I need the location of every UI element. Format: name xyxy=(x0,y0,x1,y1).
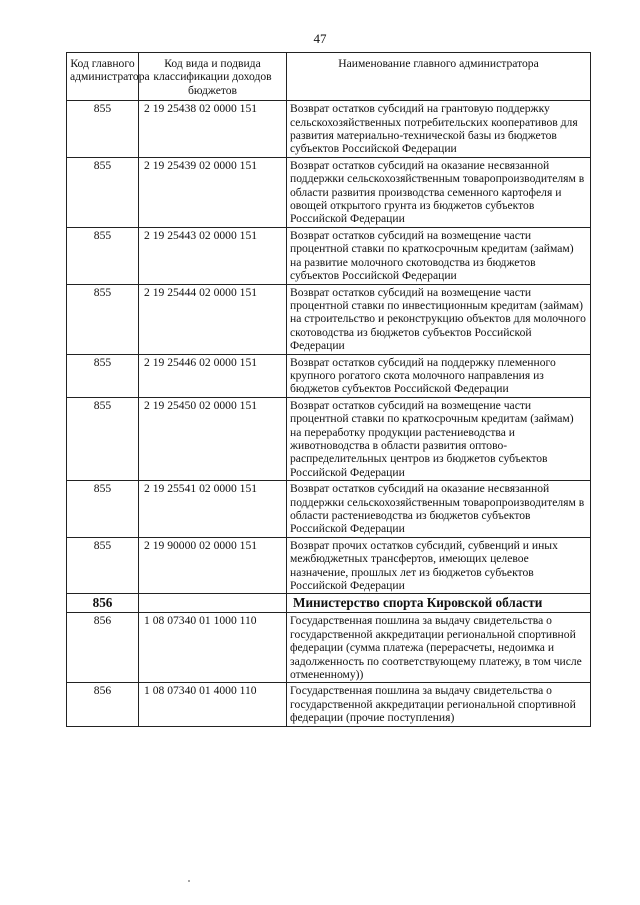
admin-code-cell: 856 xyxy=(67,683,139,726)
header-admin-code: Код главного администратора xyxy=(67,53,139,101)
admin-name-cell: Министерство спорта Кировской области xyxy=(287,594,591,613)
admin-code-cell: 855 xyxy=(67,227,139,284)
admin-code-cell: 855 xyxy=(67,481,139,538)
table-row xyxy=(67,397,591,480)
table-row xyxy=(67,284,591,354)
table-row xyxy=(67,481,591,538)
revenue-code-cell: 2 19 25446 02 0000 151 xyxy=(139,354,287,397)
revenue-code-cell: 2 19 25443 02 0000 151 xyxy=(139,227,287,284)
table-row xyxy=(67,354,591,397)
header-admin-name: Наименование главного администратора xyxy=(287,53,591,101)
admin-code-cell: 855 xyxy=(67,354,139,397)
revenue-code-cell: 2 19 25444 02 0000 151 xyxy=(139,284,287,354)
scan-speck xyxy=(188,880,190,882)
admin-code-cell: 855 xyxy=(67,157,139,227)
page-number: 47 xyxy=(313,31,327,46)
revenue-code-cell: 2 19 25450 02 0000 151 xyxy=(139,397,287,480)
admin-name-cell: Возврат остатков субсидий на грантовую поддержку сельскохозяйственных потребительских кооперативов для развития материально-технической базы из бюджетов субъектов Российской Федерации xyxy=(287,101,591,158)
revenue-code-cell: 2 19 90000 02 0000 151 xyxy=(139,537,287,594)
table-row xyxy=(67,613,591,683)
admin-name-cell: Возврат остатков субсидий на поддержку племенного крупного рогатого скота молочного направления из бюджетов субъектов Российской Федерации xyxy=(287,354,591,397)
admin-code-cell: 855 xyxy=(67,284,139,354)
admin-name-cell: Возврат остатков субсидий на возмещение части процентной ставки по краткосрочным кредитам (займам) на развитие молочного скотоводства из бюджетов субъектов Российской Федерации xyxy=(287,227,591,284)
admin-code-cell: 856 xyxy=(67,613,139,683)
section-row xyxy=(67,594,591,613)
revenue-code-cell: 2 19 25438 02 0000 151 xyxy=(139,101,287,158)
admin-code-cell: 855 xyxy=(67,397,139,480)
revenue-code-cell: 1 08 07340 01 4000 110 xyxy=(139,683,287,726)
revenue-code-cell: 2 19 25541 02 0000 151 xyxy=(139,481,287,538)
admin-code-cell: 855 xyxy=(67,537,139,594)
table-row xyxy=(67,157,591,227)
table-row xyxy=(67,101,591,158)
table-row xyxy=(67,683,591,726)
table-header-row xyxy=(67,53,591,101)
admin-name-cell: Возврат остатков субсидий на возмещение части процентной ставки по краткосрочным кредитам (займам) на переработку продукции растениеводства и животноводства в области развития оптово-распределительных центров из бюджетов субъектов Российской Федерации xyxy=(287,397,591,480)
revenue-code-cell: 1 08 07340 01 1000 110 xyxy=(139,613,287,683)
admin-name-cell: Государственная пошлина за выдачу свидетельства о государственной аккредитации региональной спортивной федерации (прочие поступления) xyxy=(287,683,591,726)
table-body xyxy=(67,101,591,726)
admin-name-cell: Возврат прочих остатков субсидий, субвенций и иных межбюджетных трансфертов, имеющих целевое назначение, прошлых лет из бюджетов субъектов Российской Федерации xyxy=(287,537,591,594)
admin-code-cell: 856 xyxy=(67,594,139,613)
revenue-code-cell: 2 19 25439 02 0000 151 xyxy=(139,157,287,227)
revenue-code-cell xyxy=(139,594,287,613)
admin-name-cell: Возврат остатков субсидий на оказание несвязанной поддержки сельскохозяйственным товаропроизводителям в области развития производства семенного картофеля и овощей открытого грунта из бюджетов субъектов Российской Федерации xyxy=(287,157,591,227)
admin-name-cell: Возврат остатков субсидий на возмещение части процентной ставки по инвестиционным кредитам (займам) на строительство и реконструкцию объектов для молочного скотоводства из бюджетов субъектов Российской Федерации xyxy=(287,284,591,354)
header-revenue-code: Код вида и подвида классификации доходов бюджетов xyxy=(139,53,287,101)
table-row xyxy=(67,537,591,594)
admin-name-cell: Государственная пошлина за выдачу свидетельства о государственной аккредитации региональной спортивной федерации (сумма платежа (перерасчеты, недоимка и задолженность по соответствующему платежу, в том числе отмененному)) xyxy=(287,613,591,683)
admin-code-cell: 855 xyxy=(67,101,139,158)
table-row xyxy=(67,227,591,284)
admin-name-cell: Возврат остатков субсидий на оказание несвязанной поддержки сельскохозяйственным товаропроизводителям в области растениеводства из бюджетов субъектов Российской Федерации xyxy=(287,481,591,538)
revenue-classification-table xyxy=(66,52,591,727)
